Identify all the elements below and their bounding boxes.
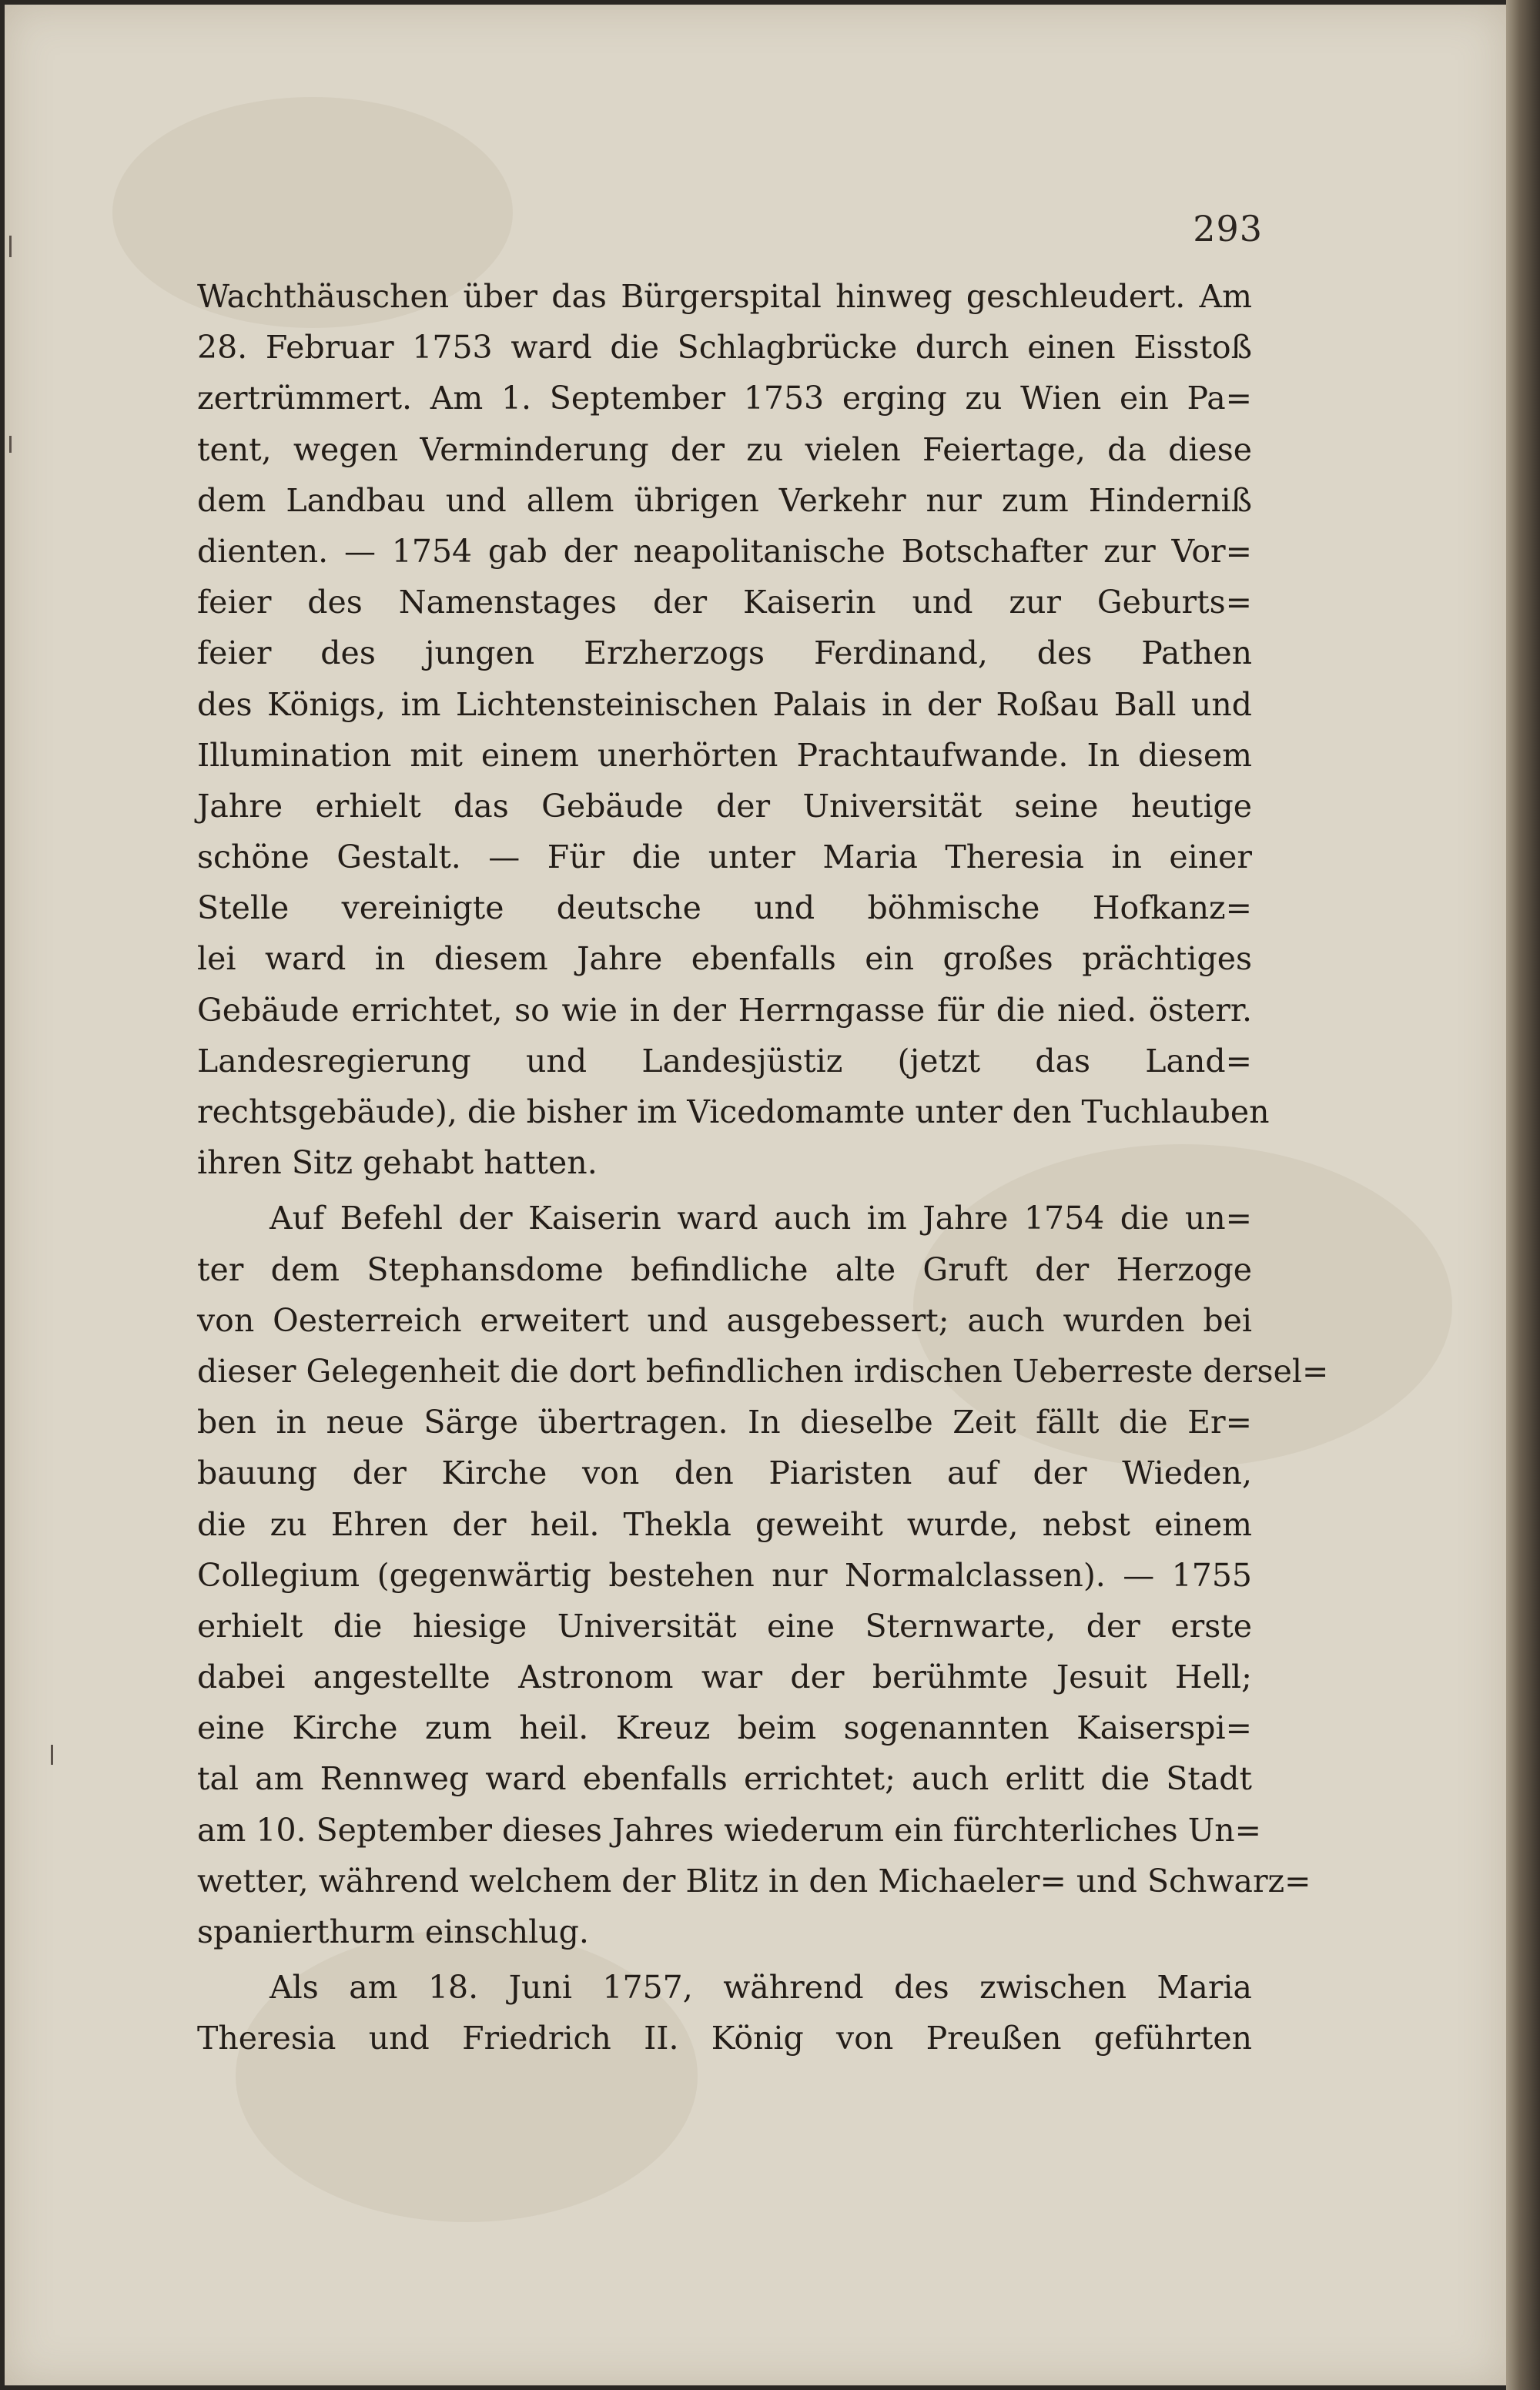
text-line: Stelle vereinigte deutsche und böhmische Hofkanz= [197, 889, 1252, 927]
text-line: dabei angestellte Astronom war der berühmte Jesuit Hell; [197, 1659, 1252, 1696]
text-line: schöne Gestalt. — Für die unter Maria Theresia in einer [197, 839, 1252, 876]
margin-mark [51, 1745, 53, 1765]
text-line: erhielt die hiesige Universität eine Sternwarte, der erste [197, 1607, 1252, 1645]
text-line: die zu Ehren der heil. Thekla geweiht wurde, nebst einem [197, 1505, 1252, 1543]
text-line: tal am Rennweg ward ebenfalls errichtet; auch erlitt die Stadt [197, 1760, 1252, 1798]
text-line: Gebäude errichtet, so wie in der Herrngasse für die nied. österr. [197, 991, 1252, 1029]
margin-mark [9, 236, 12, 257]
text-line: wetter, während welchem der Blitz in den Michaeler= und Schwarz= [197, 1862, 1311, 1900]
page-number: 293 [1193, 208, 1263, 249]
text-line: feier des Namenstages der Kaiserin und zur Geburts= [197, 584, 1252, 621]
text-line: Auf Befehl der Kaiserin ward auch im Jahre 1754 die un= [270, 1200, 1252, 1237]
text-line: dieser Gelegenheit die dort befindlichen irdischen Ueberreste dersel= [197, 1352, 1329, 1390]
text-line: Collegium (gegenwärtig bestehen nur Normalclassen). — 1755 [197, 1556, 1252, 1594]
text-line: feier des jungen Erzherzogs Ferdinand, des Pathen [197, 634, 1252, 672]
text-line: Wachthäuschen über das Bürgerspital hinweg geschleudert. Am [197, 278, 1252, 315]
text-line: ihren Sitz gehabt hatten. [197, 1144, 598, 1182]
text-line: dem Landbau und allem übrigen Verkehr nur zum Hinderniß [197, 481, 1252, 519]
text-line: dienten. — 1754 gab der neapolitanische Botschafter zur Vor= [197, 532, 1252, 570]
text-line: von Oesterreich erweitert und ausgebessert; auch wurden bei [197, 1301, 1252, 1339]
text-line: Als am 18. Juni 1757, während des zwischen Maria [270, 1969, 1252, 2007]
text-line: zertrümmert. Am 1. September 1753 erging zu Wien ein Pa= [197, 380, 1252, 417]
text-line: eine Kirche zum heil. Kreuz beim sogenannten Kaiserspi= [197, 1709, 1252, 1747]
text-line: tent, wegen Verminderung der zu vielen Feiertage, da diese [197, 430, 1252, 468]
text-line: am 10. September dieses Jahres wiederum ein fürchterliches Un= [197, 1811, 1262, 1849]
text-line: des Königs, im Lichtensteinischen Palais in der Roßau Ball und [197, 685, 1252, 723]
text-line: Illumination mit einem unerhörten Prachtaufwande. In diesem [197, 736, 1252, 774]
page-edge [1506, 0, 1540, 2390]
body-text [197, 271, 1329, 2064]
text-line: ben in neue Särge übertragen. In dieselbe Zeit fällt die Er= [197, 1404, 1252, 1441]
text-line: spanierthurm einschlug. [197, 1913, 589, 1950]
text-line: Theresia und Friedrich II. König von Preußen geführten [197, 2020, 1252, 2057]
margin-mark [9, 436, 12, 453]
text-line: rechtsgebäude), die bisher im Vicedomamte unter den Tuchlauben [197, 1093, 1270, 1130]
text-line: 28. Februar 1753 ward die Schlagbrücke durch einen Eisstoß [197, 329, 1252, 367]
text-line: lei ward in diesem Jahre ebenfalls ein großes prächtiges [197, 940, 1252, 978]
text-line: Jahre erhielt das Gebäude der Universität seine heutige [197, 787, 1252, 825]
text-line: ter dem Stephansdome befindliche alte Gruft der Herzoge [197, 1250, 1252, 1288]
text-line: Landesregierung und Landesjüstiz (jetzt das Land= [197, 1042, 1252, 1080]
text-line: bauung der Kirche von den Piaristen auf der Wieden, [197, 1454, 1252, 1492]
